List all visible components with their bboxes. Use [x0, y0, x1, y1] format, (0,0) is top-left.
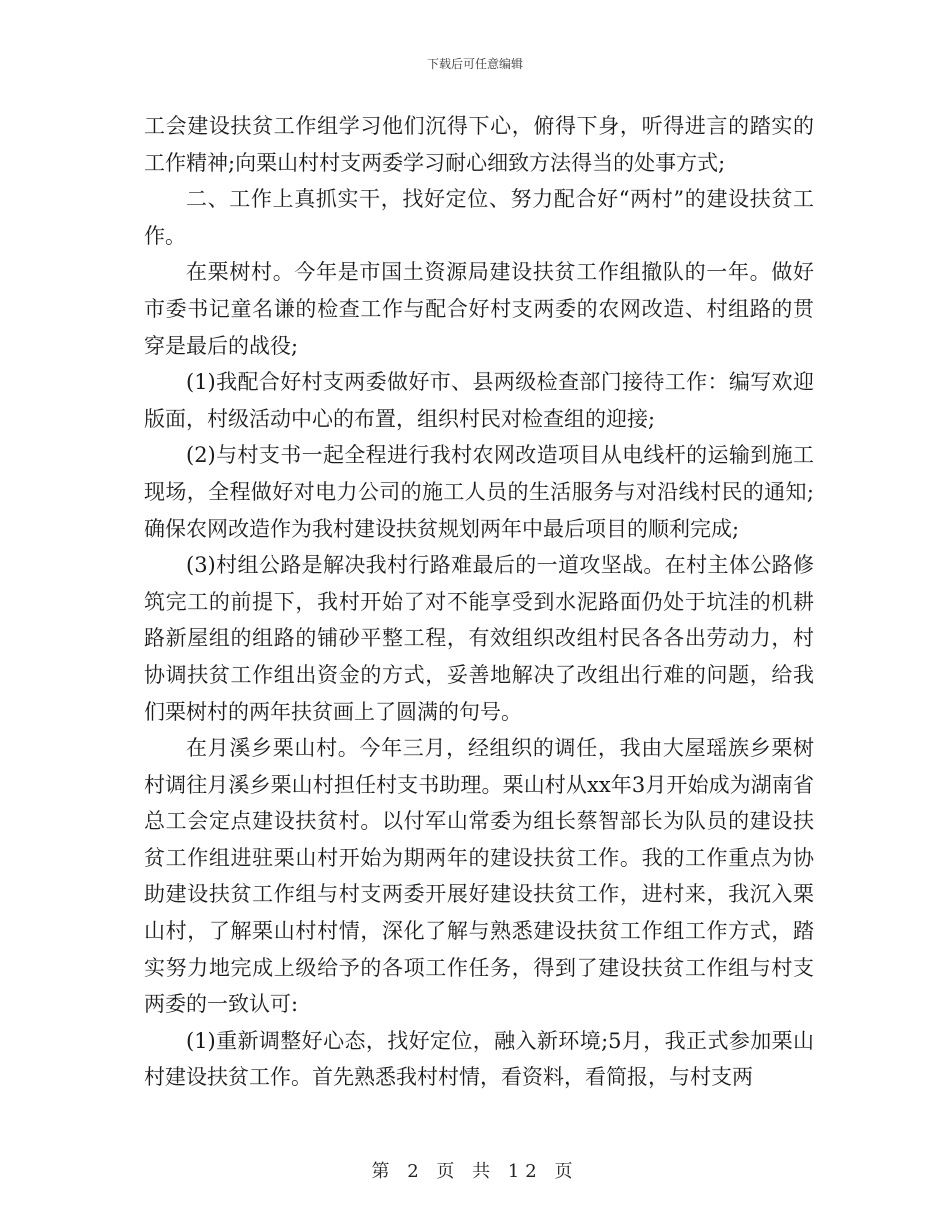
paragraph-7: 在月溪乡栗山村。今年三月，经组织的调任，我由大屋瑶族乡栗树村调往月溪乡栗山村担任村支书助理。栗山村从xx年3月开始成为湖南省总工会定点建设扶贫村。以付军山常委为组长蔡智部长为队员的建设扶贫工作组进驻栗山村开始为期两年的建设扶贫工作。我的工作重点为协助建设扶贫工作组与村支两委开展好建设扶贫工作，进村来，我沉入栗山村，了解栗山村村情，深化了解与熟悉建设扶贫工作组工作方式，踏实努力地完成上级给予的各项工作任务，得到了建设扶贫工作组与村支两委的一致认可: [144, 736, 814, 1017]
paragraph-5: (2)与村支书一起全程进行我村农网改造项目从电线杆的运输到施工现场，全程做好对电力公司的施工人员的生活服务与对沿线村民的通知;确保农网改造作为我村建设扶贫规划两年中最后项目的顺利完成; [144, 443, 814, 541]
page-footer: 第 2 页 共 12 页 [371, 1161, 579, 1182]
body-text [144, 108, 814, 1096]
paragraph-3: 在栗树村。今年是市国土资源局建设扶贫工作组撤队的一年。做好市委书记童名谦的检查工作与配合好村支两委的农网改造、村组路的贯穿是最后的战役; [144, 260, 814, 358]
paragraph-4: (1)我配合好村支两委做好市、县两级检查部门接待工作：编写欢迎版面，村级活动中心的布置，组织村民对检查组的迎接; [144, 370, 814, 431]
paragraph-2: 二、工作上真抓实干，找好定位、努力配合好“两村”的建设扶贫工作。 [144, 187, 814, 248]
paragraph-8: (1)重新调整好心态，找好定位，融入新环境;5月，我正式参加栗山村建设扶贫工作。首先熟悉我村村情，看资料，看简报，与村支两 [144, 1028, 814, 1090]
paragraph-6: (3)村组公路是解决我村行路难最后的一道攻坚战。在村主体公路修筑完工的前提下，我村开始了对不能享受到水泥路面仍处于坑洼的机耕路新屋组的组路的铺砂平整工程，有效组织改组村民各各出劳动力，村协调扶贫工作组出资金的方式，妥善地解决了改组出行难的问题，给我们栗树村的两年扶贫画上了圆满的句号。 [144, 553, 814, 724]
paragraph-1: 工会建设扶贫工作组学习他们沉得下心，俯得下身，听得进言的踏实的工作精神;向栗山村村支两委学习耐心细致方法得当的处事方式; [144, 114, 814, 175]
page-header: 下载后可任意编辑 [426, 57, 523, 71]
